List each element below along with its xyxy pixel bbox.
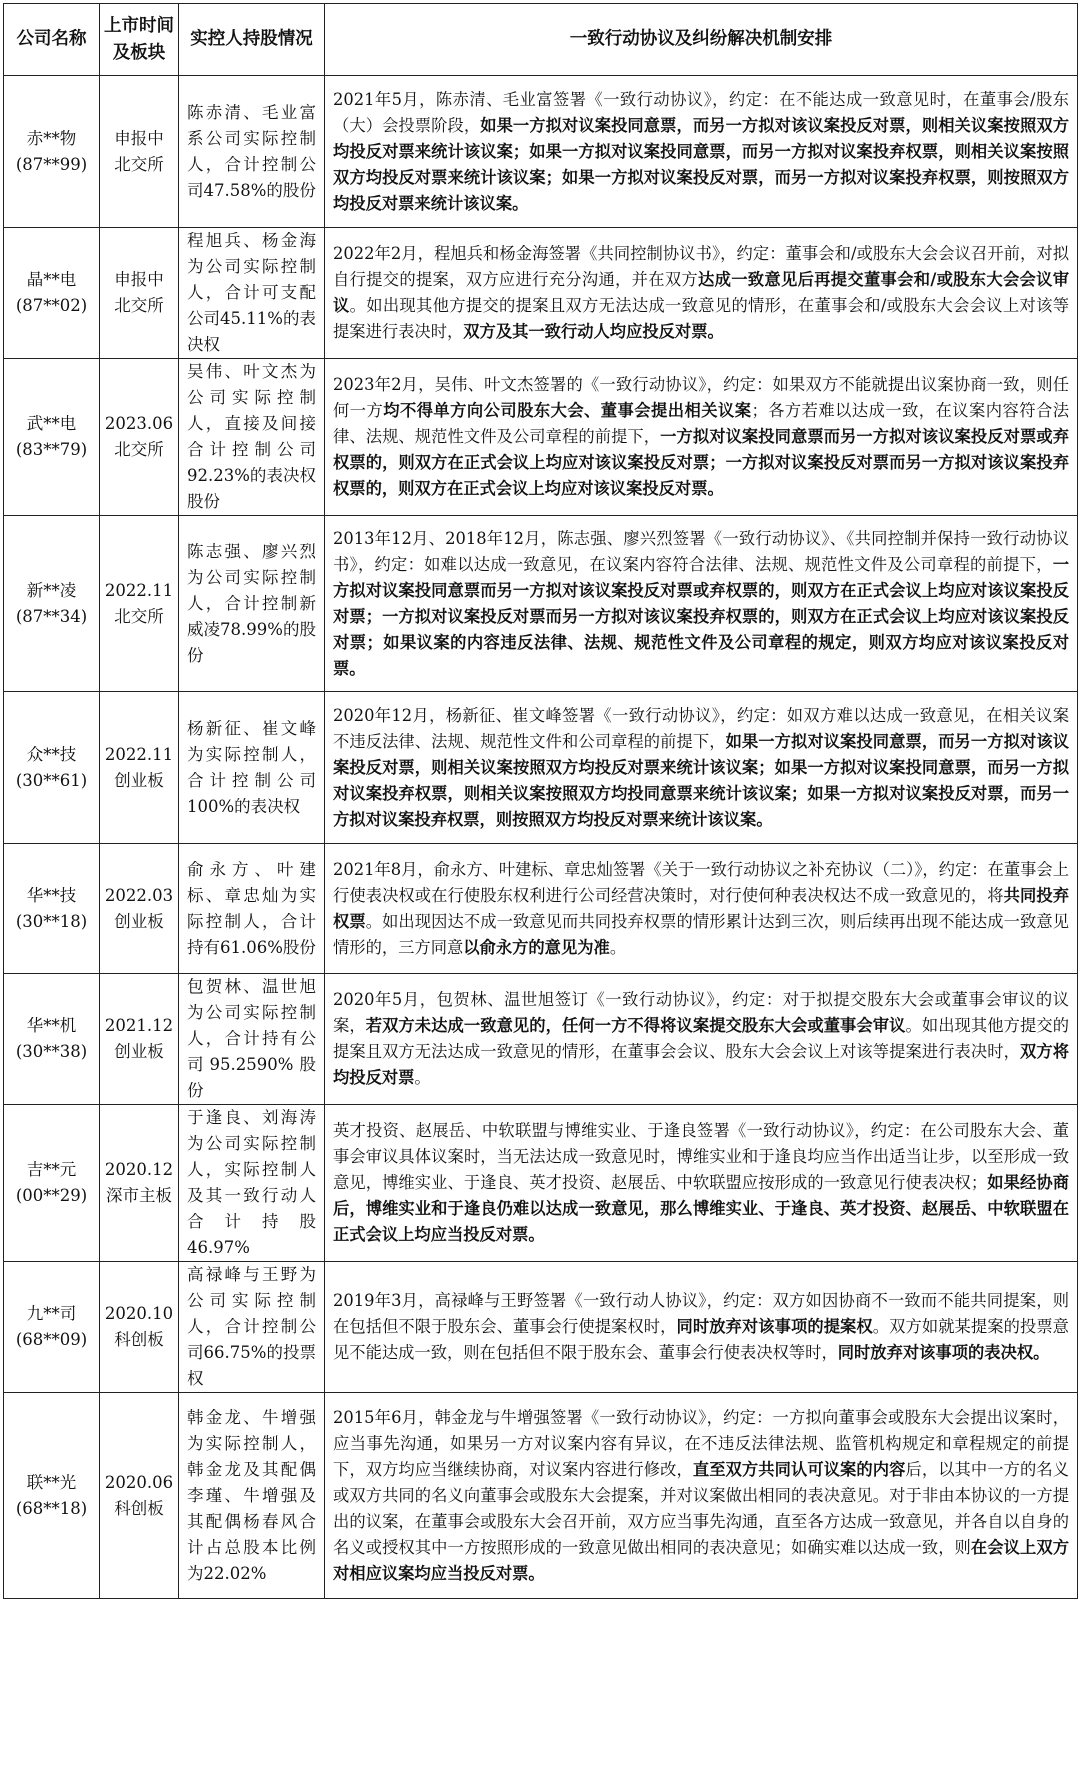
company-code: (87**34) (15, 606, 88, 626)
company-name-cell (4, 76, 100, 228)
table-row (4, 692, 1078, 844)
listing-cell (100, 516, 179, 692)
agreement-text (325, 1393, 1078, 1599)
header-controller-holding: 实控人持股情况 (179, 4, 325, 76)
company-name: 武**电 (26, 414, 77, 433)
company-code: (68**09) (15, 1330, 88, 1349)
controller-holding: 陈志强、廖兴烈为公司实际控制人，合计控制新威凌78.99%的股份 (179, 516, 325, 692)
company-name-cell (4, 516, 100, 692)
listing-board: 北交所 (114, 440, 164, 459)
listing-time: 申报中 (114, 128, 164, 148)
agreement-text (325, 844, 1078, 974)
agreement-text (325, 228, 1078, 359)
listing-time: 2022.11 (104, 580, 174, 600)
agreement-emphasis: 同时放弃对该事项的表决权。 (837, 1343, 1050, 1362)
company-name-cell (4, 974, 100, 1105)
listing-time: 2022.11 (104, 744, 174, 764)
table-row (4, 359, 1078, 516)
listing-time: 2023.06 (104, 414, 174, 433)
header-row (4, 4, 1078, 76)
agreement-segment: 2021年5月，陈赤清、毛业富签署《一致行动协议》，约定：在不能达成一致意见时，在董事会/股东（大）会投票阶段， (333, 89, 1069, 135)
company-code: (00**29) (15, 1186, 88, 1205)
agreement-emphasis: 共同投弃权票 (333, 885, 1069, 931)
company-name: 众**技 (26, 744, 77, 764)
company-name: 华**技 (26, 885, 77, 905)
agreement-emphasis: 均不得单方向公司股东大会、董事会提出相关议案 (383, 401, 752, 420)
controller-holding: 高禄峰与王野为公司实际控制人，合计控制公司66.75%的投票权 (179, 1262, 325, 1393)
company-code: (30**38) (15, 1042, 88, 1061)
company-code: (87**02) (15, 296, 88, 315)
agreement-emphasis: 在会议上双方对相应议案均应当投反对票。 (333, 1537, 1069, 1583)
agreement-segment: 。如出现其他方提交的提案且双方无法达成一致意见的情形，在董事会和/或股东大会会议上对该等提案进行表决时， (333, 296, 1069, 341)
listing-cell (100, 1393, 179, 1599)
agreement-segment: 2020年12月，杨新征、崔文峰签署《一致行动协议》，约定：如双方难以达成一致意见，在相关议案不违反法律、法规、规范性文件和公司章程的前提下， (333, 705, 1069, 751)
company-name-cell (4, 1393, 100, 1599)
agreement-segment: 。双方如就某提案的投票意见不能达成一致，则在包括但不限于股东会、董事会行使表决权等时， (333, 1317, 1069, 1362)
agreement-segment: 。 (414, 1068, 431, 1087)
controller-holding: 包贺林、温世旭为公司实际控制人，合计持有公司95.2590%股份 (179, 974, 325, 1105)
agreement-emphasis: 如果经协商后，博维实业和于逢良仍难以达成一致意见，那么博维实业、于逢良、英才投资、赵展岳、中软联盟在正式会议上均应当投反对票。 (333, 1173, 1069, 1244)
controller-holding: 程旭兵、杨金海为公司实际控制人，合计可支配公司45.11%的表决权 (179, 228, 325, 359)
table-body (4, 76, 1078, 1599)
listing-board: 深市主板 (106, 1186, 172, 1205)
listing-time: 2020.10 (104, 1304, 174, 1323)
agreement-segment: 后，以其中一方的名义或双方共同的名义向董事会或股东大会提案，并对议案做出相同的表决意见。对于非由本协议的一方提出的议案，在董事会或股东大会召开前，双方应当事先沟通，直至各方达成一致意见，并各自以自身的名义或授权其中一方按照形成的一致意见做出相同的表决意见；如确实难以达成一致，则 (333, 1459, 1069, 1557)
company-code: (30**18) (15, 911, 88, 931)
agreement-emphasis: 达成一致意见后再提交董事会和/或股东大会会议审议 (333, 270, 1069, 315)
agreement-emphasis: 双方及其一致行动人均应投反对票。 (463, 322, 724, 341)
agreement-segment: 2013年12月、2018年12月，陈志强、廖兴烈签署《一致行动协议》、《共同控制并保持一致行动协议书》，约定：如难以达成一致意见，在议案内容符合法律、法规、规范性文件及公司章程的前提下， (333, 528, 1069, 574)
agreement-segment: 。如出现其他方提交的提案且双方无法达成一致意见的情形，在董事会会议、股东大会会议上对该等提案进行表决时， (333, 1016, 1069, 1061)
listing-board: 北交所 (114, 606, 164, 626)
agreement-segment: 2019年3月，高禄峰与王野签署《一致行动人协议》，约定：双方如因协商不一致而不能共同提案，则在包括但不限于股东会、董事会行使提案权时， (333, 1291, 1069, 1336)
header-company-name: 公司名称 (4, 4, 100, 76)
agreement-segment: 。 (609, 937, 627, 957)
table-row (4, 1262, 1078, 1393)
agreement-segment: 2022年2月，程旭兵和杨金海签署《共同控制协议书》，约定：董事会和/或股东大会会议召开前，对拟自行提交的提案，双方应进行充分沟通，并在双方 (333, 244, 1069, 289)
company-name: 晶**电 (26, 270, 77, 289)
agreement-table (3, 3, 1078, 1599)
company-name-cell (4, 1105, 100, 1262)
table-row (4, 228, 1078, 359)
controller-holding: 吴伟、叶文杰为公司实际控制人，直接及间接合计控制公司 92.23%的表决权股份 (179, 359, 325, 516)
listing-cell (100, 359, 179, 516)
agreement-text (325, 1105, 1078, 1262)
agreement-text (325, 516, 1078, 692)
agreement-emphasis: 一方拟对议案投同意票而另一方拟对该议案投反对票或弃权票的，则双方在正式会议上均应对该议案投反对票；一方拟对议案投反对票而另一方拟对该议案投弃权票的，则双方在正式会议上均应对该议案投反对票。 (333, 427, 1069, 498)
agreement-segment: 2015年6月，韩金龙与牛增强签署《一致行动协议》，约定：一方拟向董事会或股东大会提出议案时，应当事先沟通，如果另一方对议案内容有异议，在不违反法律法规、监管机构规定和章程规定的前提下，双方均应当继续协商，对议案内容进行修改， (333, 1407, 1069, 1479)
controller-holding: 杨新征、崔文峰为实际控制人，合计控制公司100%的表决权 (179, 692, 325, 844)
listing-time: 申报中 (114, 270, 164, 289)
listing-time: 2020.12 (104, 1160, 174, 1179)
table-row (4, 1105, 1078, 1262)
company-name: 新**凌 (26, 580, 77, 600)
listing-time: 2022.03 (104, 885, 174, 905)
header-agreement-mechanism: 一致行动协议及纠纷解决机制安排 (325, 4, 1078, 76)
controller-holding: 于逢良、刘海涛为公司实际控制人，实际控制人及其一致行动人合计持股 46.97% (179, 1105, 325, 1262)
agreement-segment: 英才投资、赵展岳、中软联盟与博维实业、于逢良签署《一致行动协议》，约定：在公司股东大会、董事会审议具体议案时，当无法达成一致意见时，博维实业和于逢良均应当作出适当让步，以至形成一致意见，博维实业、于逢良、英才投资、赵展岳、中软联盟应按形成的一致意见行使表决权； (333, 1121, 1069, 1192)
listing-board: 创业板 (114, 1042, 164, 1061)
table-row (4, 76, 1078, 228)
agreement-text (325, 692, 1078, 844)
company-name: 赤**物 (26, 128, 77, 148)
listing-board: 科创板 (114, 1330, 164, 1349)
agreement-emphasis: 以俞永方的意见为准 (463, 937, 610, 957)
controller-holding: 陈赤清、毛业富系公司实际控制人，合计控制公司47.58%的股份 (179, 76, 325, 228)
company-name-cell (4, 844, 100, 974)
company-name-cell (4, 359, 100, 516)
agreement-text (325, 76, 1078, 228)
listing-board: 创业板 (114, 770, 164, 790)
agreement-emphasis: 双方将均投反对票 (333, 1042, 1069, 1087)
listing-cell (100, 76, 179, 228)
company-code: (30**61) (15, 770, 88, 790)
listing-time: 2020.06 (104, 1472, 174, 1492)
listing-cell (100, 974, 179, 1105)
company-code: (68**18) (15, 1498, 88, 1518)
agreement-segment: 。如出现因达不成一致意见而共同投弃权票的情形累计达到三次，则后续再出现不能达成一致意见情形的，三方同意 (333, 911, 1069, 957)
listing-time: 2021.12 (104, 1016, 174, 1035)
agreement-emphasis: 如果一方拟对议案投同意票，而另一方拟对该议案投反对票，则相关议案按照双方均投反对票来统计该议案；如果一方拟对议案投同意票，而另一方拟对议案投弃权票，则相关议案按照双方均投同意票来统计该议案；如果一方拟对议案投反对票，而另一方拟对议案投弃权票，则按照双方均投反对票来统计该议案。 (333, 731, 1069, 829)
header-listing-time: 上市时间及板块 (100, 4, 179, 76)
agreement-emphasis: 直至双方共同认可议案的内容 (692, 1459, 906, 1479)
company-name-cell (4, 692, 100, 844)
listing-board: 科创板 (114, 1498, 164, 1518)
listing-cell (100, 1105, 179, 1262)
agreement-segment: 2020年5月，包贺林、温世旭签订《一致行动协议》，约定：对于拟提交股东大会或董事会审议的议案， (333, 990, 1069, 1035)
listing-cell (100, 228, 179, 359)
listing-board: 创业板 (114, 911, 164, 931)
agreement-segment: 2021年8月，俞永方、叶建标、章忠灿签署《关于一致行动协议之补充协议（二）》，约定：在董事会上行使表决权或在行使股东权利进行公司经营决策时，对行使何种表决权达不成一致意见的，将 (333, 859, 1069, 905)
agreement-text (325, 359, 1078, 516)
table-row (4, 516, 1078, 692)
agreement-emphasis: 若双方未达成一致意见的，任何一方不得将议案提交股东大会或董事会审议 (365, 1016, 906, 1035)
company-name: 九**司 (26, 1304, 77, 1323)
company-name: 华**机 (26, 1016, 77, 1035)
table-row (4, 844, 1078, 974)
listing-board: 北交所 (114, 154, 164, 174)
table-row (4, 1393, 1078, 1599)
listing-board: 北交所 (114, 296, 164, 315)
company-code: (83**79) (15, 440, 88, 459)
agreement-segment: ；各方若难以达成一致，在议案内容符合法律、法规、规范性文件及公司章程的前提下， (333, 401, 1069, 446)
company-code: (87**99) (15, 154, 88, 174)
agreement-text (325, 974, 1078, 1105)
listing-cell (100, 1262, 179, 1393)
agreement-emphasis: 一方拟对议案投同意票而另一方拟对该议案投反对票或弃权票的，则双方在正式会议上均应对该议案投反对票；一方拟对议案投反对票而另一方拟对该议案投弃权票的，则双方在正式会议上均应对该议案投反对票；如果议案的内容违反法律、法规、规范性文件及公司章程的规定，则双方均应对该议案投反对票。 (333, 554, 1069, 678)
listing-cell (100, 692, 179, 844)
controller-holding: 韩金龙、牛增强为实际控制人，韩金龙及其配偶李瑾、牛增强及其配偶杨春风合计占总股本比例为22.02% (179, 1393, 325, 1599)
company-name: 吉**元 (26, 1160, 77, 1179)
agreement-emphasis: 如果一方拟对议案投同意票，而另一方拟对该议案投反对票，则相关议案按照双方均投反对票来统计该议案；如果一方拟对议案投同意票，而另一方拟对议案投弃权票，则相关议案按照双方均投反对票来统计该议案；如果一方拟对议案投反对票，而另一方拟对议案投弃权票，则按照双方均投反对票来统计该议案。 (333, 115, 1069, 213)
table-row (4, 974, 1078, 1105)
company-name-cell (4, 228, 100, 359)
agreement-text (325, 1262, 1078, 1393)
agreement-emphasis: 同时放弃对该事项的提案权 (676, 1317, 873, 1336)
listing-cell (100, 844, 179, 974)
company-name-cell (4, 1262, 100, 1393)
controller-holding: 俞永方、叶建标、章忠灿为实际控制人，合计持有61.06%股份 (179, 844, 325, 974)
company-name: 联**光 (26, 1472, 77, 1492)
agreement-segment: 2023年2月，吴伟、叶文杰签署的《一致行动协议》，约定：如果双方不能就提出议案协商一致，则任何一方 (333, 375, 1069, 420)
